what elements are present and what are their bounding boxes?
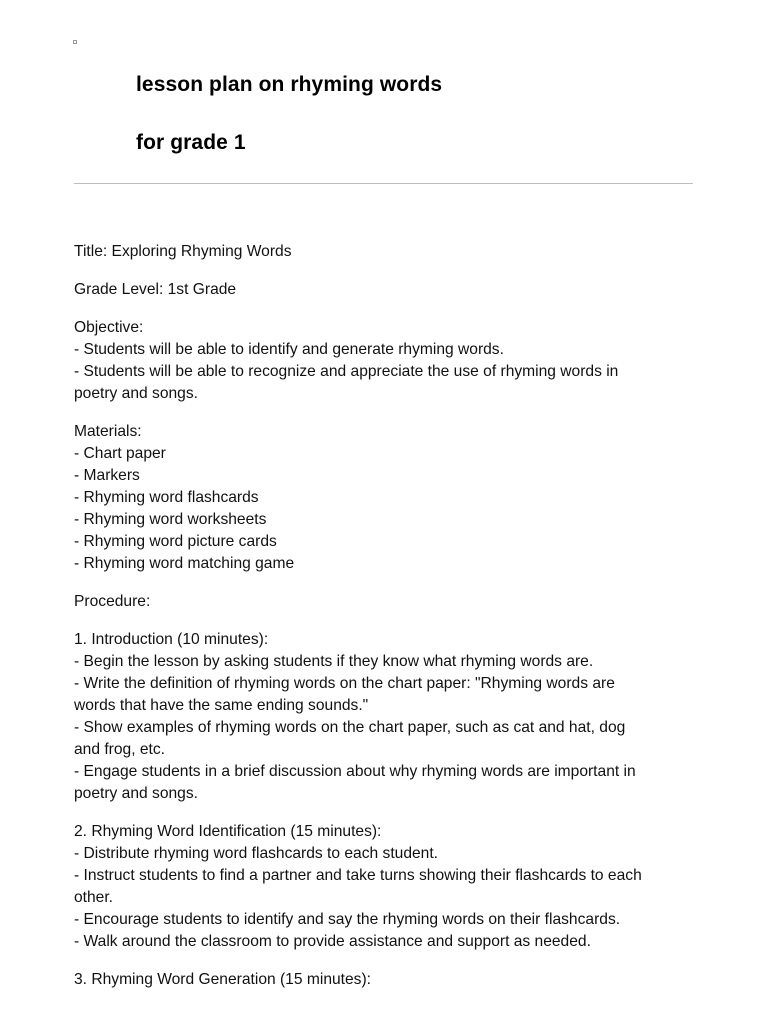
text-line: - Rhyming word worksheets: [74, 511, 267, 528]
text-line: - Show examples of rhyming words on the chart paper, such as cat and hat, dog: [74, 719, 626, 736]
body-paragraph: [74, 969, 699, 991]
horizontal-divider: [74, 183, 693, 184]
text-line: words that have the same ending sounds.": [74, 697, 369, 714]
text-line: - Write the definition of rhyming words on the chart paper: "Rhyming words are: [74, 675, 615, 692]
text-line: - Chart paper: [74, 445, 166, 462]
page-corner-mark: [73, 40, 77, 44]
text-line: and frog, etc.: [74, 741, 166, 758]
text-line: - Walk around the classroom to provide assistance and support as needed.: [74, 933, 591, 950]
body-paragraph: [74, 241, 699, 263]
text-line: poetry and songs.: [74, 385, 198, 402]
text-line: - Rhyming word picture cards: [74, 533, 277, 550]
text-line: Objective:: [74, 319, 144, 336]
body-paragraph: [74, 279, 699, 301]
body-paragraph: [74, 629, 699, 805]
text-line: Grade Level: 1st Grade: [74, 281, 237, 298]
text-line: 1. Introduction (10 minutes):: [74, 631, 269, 648]
text-line: - Begin the lesson by asking students if they know what rhyming words are.: [74, 653, 594, 670]
body-paragraph: [74, 317, 699, 405]
text-line: - Engage students in a brief discussion about why rhyming words are important in: [74, 763, 636, 780]
text-line: - Distribute rhyming word flashcards to each student.: [74, 845, 439, 862]
text-line: Title: Exploring Rhyming Words: [74, 243, 292, 260]
text-line: - Rhyming word matching game: [74, 555, 295, 572]
document-title: lesson plan on rhyming words: [136, 73, 443, 96]
text-line: Procedure:: [74, 593, 151, 610]
text-line: - Markers: [74, 467, 140, 484]
text-line: 3. Rhyming Word Generation (15 minutes):: [74, 971, 371, 988]
body-paragraph: [74, 591, 699, 613]
text-line: Materials:: [74, 423, 142, 440]
text-line: - Students will be able to recognize and appreciate the use of rhyming words in: [74, 363, 619, 380]
document-body: [74, 241, 699, 1007]
text-line: - Rhyming word flashcards: [74, 489, 259, 506]
text-line: poetry and songs.: [74, 785, 198, 802]
text-line: - Encourage students to identify and say the rhyming words on their flashcards.: [74, 911, 621, 928]
text-line: - Students will be able to identify and generate rhyming words.: [74, 341, 504, 358]
text-line: - Instruct students to find a partner and take turns showing their flashcards to each: [74, 867, 642, 884]
text-line: other.: [74, 889, 114, 906]
body-paragraph: [74, 821, 699, 953]
document-subtitle: for grade 1: [136, 131, 246, 154]
body-paragraph: [74, 421, 699, 575]
text-line: 2. Rhyming Word Identification (15 minutes):: [74, 823, 382, 840]
